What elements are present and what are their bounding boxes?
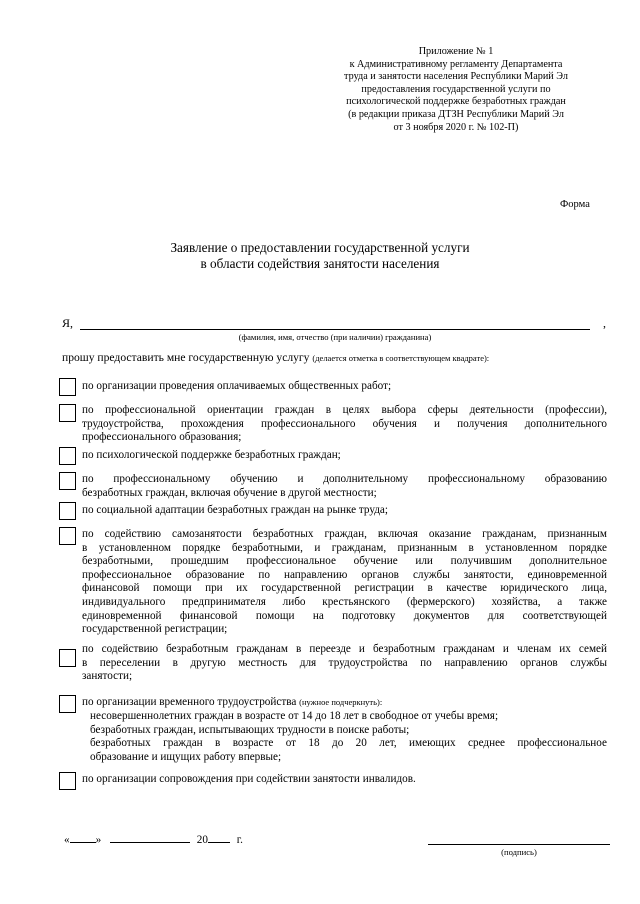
option-line: по организации сопровождения при содействии занятости инвалидов.	[82, 773, 416, 785]
appendix-line: к Административному регламенту Департамента	[349, 58, 563, 70]
appendix-line: Приложение № 1	[418, 46, 494, 57]
applicant-name-hint: (фамилия, имя, отчество (при наличии) гражданина)	[238, 332, 432, 342]
appendix-line: (в редакции приказа ДТЗН Республики Марий Эл	[348, 108, 564, 120]
option-relocation	[82, 643, 607, 684]
request-note: (делается отметка в соответствующем квадрате):	[312, 353, 490, 363]
option-line: безработными, прошедшим профессиональное обучение или получившим дополнительное	[82, 555, 607, 568]
title-line-1: Заявление о предоставлении государственной услуги	[170, 240, 470, 255]
applicant-name-field[interactable]	[80, 329, 590, 330]
document-title	[0, 240, 640, 272]
option-line: по профессиональному обучению и дополнительному профессиональному образованию	[82, 473, 607, 485]
option-line: занятости;	[82, 670, 133, 683]
signature-field[interactable]	[428, 844, 610, 845]
option-line: профессиональное образование по направлению органов службы занятости, единовременной	[82, 568, 607, 581]
checkbox-vocational-training[interactable]	[59, 472, 76, 490]
checkbox-psychological-support[interactable]	[59, 447, 76, 465]
option-line: по содействию безработным гражданам в переезде и безработным гражданам и членам их семей	[82, 643, 607, 655]
date-field	[64, 832, 243, 846]
category-line[interactable]: несовершеннолетних граждан в возрасте от 14 до 18 лет в свободное от учебы время;	[90, 710, 499, 722]
date-year-prefix: 20	[196, 834, 208, 846]
option-line: профессионального образования;	[82, 431, 242, 444]
category-line[interactable]: безработных граждан в возрасте от 18 до 20 лет, имеющих среднее профессиональное	[90, 737, 607, 750]
option-line: безработных граждан, включая обучение в другой местности;	[82, 486, 377, 499]
checkbox-disabled-support[interactable]	[59, 772, 76, 790]
option-disabled-support	[82, 773, 607, 787]
date-year-field[interactable]	[208, 832, 230, 843]
applicant-suffix: ,	[603, 316, 606, 330]
date-day-field[interactable]	[70, 832, 96, 843]
appendix-line: труда и занятости населения Республики Марий Эл	[344, 71, 568, 83]
option-line: по организации проведения оплачиваемых общественных работ;	[82, 380, 392, 392]
option-line: по содействию самозанятости безработных граждан, включая оказание гражданам, признанным	[82, 528, 607, 540]
category-line[interactable]: безработных граждан, испытывающих трудности в поиске работы;	[90, 723, 410, 736]
appendix-line: психологической поддержке безработных граждан	[346, 96, 566, 108]
option-vocational-training	[82, 473, 607, 500]
option-psychological-support	[82, 449, 607, 463]
option-line: единовременной финансовой помощи на подготовку документов для соответствующей	[82, 609, 607, 622]
date-month-field[interactable]	[110, 832, 190, 843]
option-line: по социальной адаптации безработных граждан на рынке труда;	[82, 504, 388, 516]
form-label: Форма	[560, 199, 590, 210]
option-line: финансовой помощи при их государственной регистрации в качестве юридического лица,	[82, 582, 607, 595]
date-close-quote: »	[95, 834, 102, 846]
appendix-header	[296, 46, 616, 134]
title-line-2: в области содействия занятости населения	[200, 256, 440, 271]
option-career-guidance	[82, 404, 607, 445]
option-temporary-employment	[82, 696, 607, 710]
checkbox-social-adaptation[interactable]	[59, 502, 76, 520]
option-self-employment	[82, 528, 607, 637]
checkbox-temporary-employment[interactable]	[59, 695, 76, 713]
option-line	[82, 696, 607, 710]
date-open-quote: «	[64, 834, 70, 846]
signature-hint: (подпись)	[501, 847, 537, 857]
option-paid-public-works	[82, 380, 607, 394]
option-line: по профессиональной ориентации граждан в целях выбора сферы деятельности (профессии),	[82, 404, 607, 416]
checkbox-paid-public-works[interactable]	[59, 378, 76, 396]
appendix-line: от 3 ноября 2020 г. № 102-П)	[393, 121, 519, 133]
applicant-prefix: Я,	[62, 316, 74, 330]
option-line: по психологической поддержке безработных граждан;	[82, 449, 341, 461]
request-text	[62, 351, 489, 364]
option-line: в установленном порядке безработными, и гражданам, признанным в установленном порядке	[82, 541, 607, 554]
checkbox-career-guidance[interactable]	[59, 404, 76, 422]
category-line[interactable]: образование и ищущих работу впервые;	[90, 750, 282, 763]
temporary-employment-categories	[90, 710, 607, 764]
appendix-line: предоставления государственной услуги по	[361, 83, 551, 95]
option-line: государственной регистрации;	[82, 623, 228, 636]
option-line: индивидуального предпринимателя либо крестьянского (фермерского) хозяйства, а также	[82, 595, 607, 608]
option-social-adaptation	[82, 504, 607, 518]
date-year-suffix: г.	[236, 834, 243, 846]
checkbox-self-employment[interactable]	[59, 527, 76, 545]
option-line: в переселении в другую местность для трудоустройства по направлению органов службы	[82, 656, 607, 669]
request-main: прошу предоставить мне государственную услугу	[62, 351, 310, 364]
option-line: трудоустройства, прохождения профессионального обучения и получения дополнительного	[82, 417, 607, 430]
checkbox-relocation[interactable]	[59, 649, 76, 667]
option-lead: по организации временного трудоустройства	[82, 696, 297, 708]
option-lead-note: (нужное подчеркнуть):	[299, 697, 383, 707]
